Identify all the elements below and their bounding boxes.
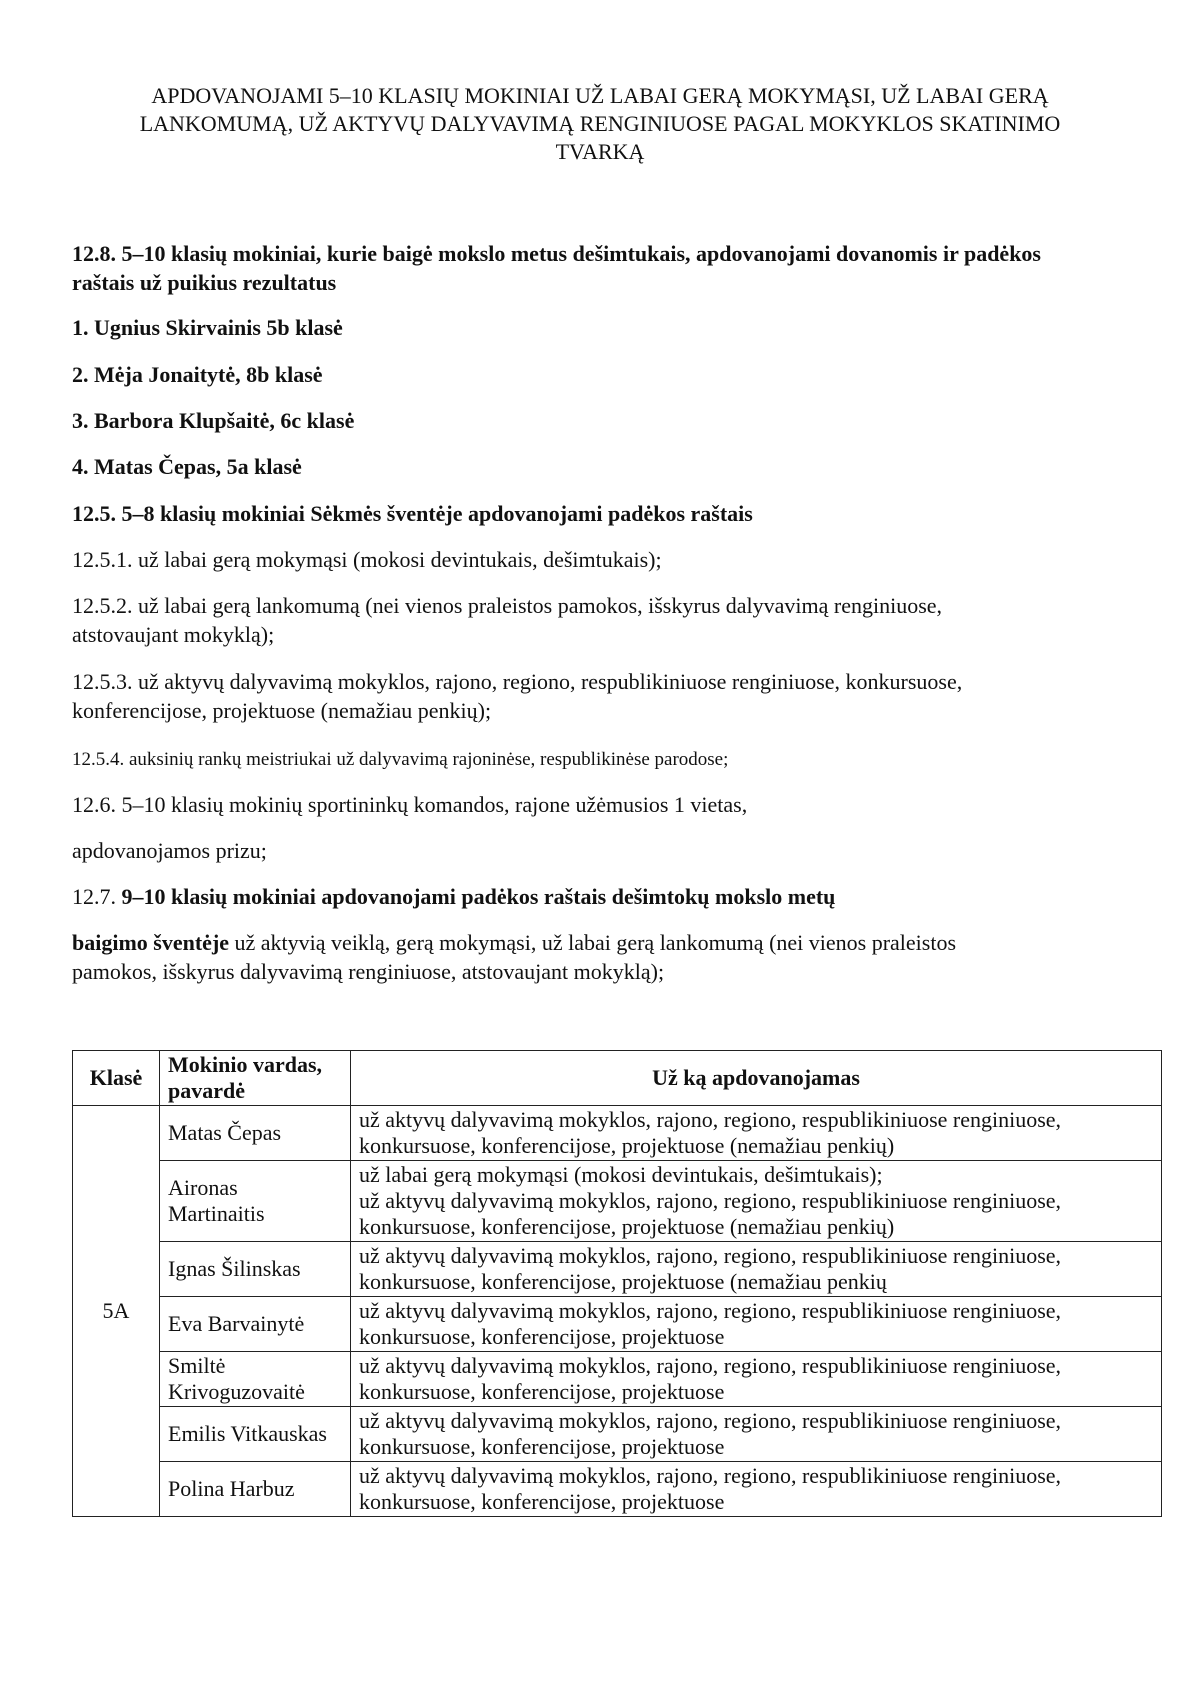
paragraph-12-7-cont — [72, 928, 1142, 986]
student-name-line: Polina Harbuz — [168, 1476, 295, 1501]
student-name-cell — [160, 1297, 351, 1352]
student-name-cell — [160, 1462, 351, 1517]
student-name-cell — [160, 1161, 351, 1242]
award-reason-line: už labai gerą mokymąsi (mokosi devintukais, dešimtukais); — [359, 1162, 883, 1187]
student-name-line: Martinaitis — [168, 1201, 265, 1226]
award-reason-line: konkursuose, konferencijose, projektuose — [359, 1434, 725, 1459]
paragraph-line: 12.5.3. už aktyvų dalyvavimą mokyklos, rajono, regiono, respublikiniuose renginiuose, konkursuose, — [72, 669, 963, 694]
award-reason-cell — [351, 1161, 1162, 1242]
heading-line: 12.8. 5–10 klasių mokiniai, kurie baigė mokslo metus dešimtukais, apdovanojami dovanomis ir padėkos — [72, 241, 1041, 266]
paragraph-line: konferencijose, projektuose (nemažiau penkių); — [72, 698, 492, 723]
student-name-cell — [160, 1407, 351, 1462]
header-name — [160, 1051, 351, 1106]
header-line: Mokinio vardas, — [168, 1052, 323, 1077]
award-reason-cell — [351, 1297, 1162, 1352]
paragraph-12-6: 12.6. 5–10 klasių mokinių sportininkų komandos, rajone užėmusios 1 vietas, — [72, 792, 748, 817]
award-reason-line: konkursuose, konferencijose, projektuose (nemažiau penkių) — [359, 1214, 895, 1239]
student-name-cell — [160, 1106, 351, 1161]
table-row — [73, 1297, 1162, 1352]
bold-text: 9–10 klasių mokiniai apdovanojami padėkos raštais dešimtokų mokslo metų — [121, 884, 836, 909]
honor-list-item: 2. Mėja Jonaitytė, 8b klasė — [72, 362, 323, 387]
paragraph-number: 12.7. — [72, 884, 122, 909]
table-row — [73, 1352, 1162, 1407]
award-reason-line: už aktyvų dalyvavimą mokyklos, rajono, regiono, respublikiniuose renginiuose, — [359, 1463, 1062, 1488]
award-reason-cell — [351, 1106, 1162, 1161]
paragraph-12-6-cont: apdovanojamos prizu; — [72, 838, 267, 863]
paragraph-line: 12.5.2. už labai gerą lankomumą (nei vienos praleistos pamokos, išskyrus dalyvavimą renginiuose, — [72, 593, 943, 618]
student-name-line: Smiltė — [168, 1353, 226, 1378]
award-reason-cell — [351, 1352, 1162, 1407]
table-row — [73, 1462, 1162, 1517]
award-reason-line: konkursuose, konferencijose, projektuose — [359, 1324, 725, 1349]
award-reason-line: už aktyvų dalyvavimą mokyklos, rajono, regiono, respublikiniuose renginiuose, — [359, 1243, 1062, 1268]
table-row — [73, 1242, 1162, 1297]
bold-text: baigimo šventėje — [72, 930, 230, 955]
honor-list-item: 1. Ugnius Skirvainis 5b klasė — [72, 315, 343, 340]
title-line: LANKOMUMĄ, UŽ AKTYVŲ DALYVAVIMĄ RENGINIUOSE PAGAL MOKYKLOS SKATINIMO — [139, 111, 1061, 136]
awards-table — [72, 1050, 1162, 1517]
student-name-line: Krivoguzovaitė — [168, 1379, 305, 1404]
award-reason-cell — [351, 1462, 1162, 1517]
paragraph-12-5-2 — [72, 591, 1142, 649]
student-name-line: Eva Barvainytė — [168, 1311, 305, 1336]
table-row — [73, 1161, 1162, 1242]
paragraph-line: atstovaujant mokyklą); — [72, 622, 275, 647]
award-reason-line: už aktyvų dalyvavimą mokyklos, rajono, regiono, respublikiniuose renginiuose, — [359, 1107, 1062, 1132]
student-name-cell — [160, 1242, 351, 1297]
award-reason-line: už aktyvų dalyvavimą mokyklos, rajono, regiono, respublikiniuose renginiuose, — [359, 1353, 1062, 1378]
paragraph-12-5-3 — [72, 667, 1142, 725]
header-class: Klasė — [73, 1051, 160, 1106]
title-line: TVARKĄ — [555, 139, 645, 164]
award-reason-line: konkursuose, konferencijose, projektuose — [359, 1379, 725, 1404]
student-name-line: Aironas — [168, 1175, 238, 1200]
section-12-8-heading — [72, 239, 1142, 297]
award-reason-cell — [351, 1407, 1162, 1462]
honor-list-item: 4. Matas Čepas, 5a klasė — [72, 454, 302, 479]
document-title — [80, 82, 1120, 166]
student-name-line: Ignas Šilinskas — [168, 1256, 301, 1281]
title-line: APDOVANOJAMI 5–10 KLASIŲ MOKINIAI UŽ LABAI GERĄ MOKYMĄSI, UŽ LABAI GERĄ — [151, 83, 1049, 108]
paragraph-12-7 — [72, 882, 1142, 911]
award-reason-line: už aktyvų dalyvavimą mokyklos, rajono, regiono, respublikiniuose renginiuose, — [359, 1408, 1062, 1433]
table-row — [73, 1106, 1162, 1161]
award-reason-line: konkursuose, konferencijose, projektuose (nemažiau penkių) — [359, 1133, 895, 1158]
class-cell: 5A — [73, 1106, 160, 1517]
paragraph-text: 12.5.4. auksinių rankų meistriukai už dalyvavimą rajoninėse, respublikinėse parodose; — [72, 749, 729, 770]
paragraph-line: pamokos, išskyrus dalyvavimą renginiuose, atstovaujant mokyklą); — [72, 959, 665, 984]
award-reason-line: konkursuose, konferencijose, projektuose — [359, 1489, 725, 1514]
table-body — [73, 1106, 1162, 1517]
paragraph-12-5-1: 12.5.1. už labai gerą mokymąsi (mokosi devintukais, dešimtukais); — [72, 547, 662, 572]
paragraph-text: už aktyvią veiklą, gerą mokymąsi, už labai gerą lankomumą (nei vienos praleistos — [229, 930, 957, 955]
honor-list-item: 3. Barbora Klupšaitė, 6c klasė — [72, 408, 355, 433]
section-12-5-heading: 12.5. 5–8 klasių mokiniai Sėkmės šventėje apdovanojami padėkos raštais — [72, 501, 753, 526]
paragraph-12-5-4 — [72, 743, 1142, 774]
award-reason-cell — [351, 1242, 1162, 1297]
header-line: pavardė — [168, 1078, 245, 1103]
student-name-cell — [160, 1352, 351, 1407]
student-name-line: Matas Čepas — [168, 1120, 282, 1145]
award-reason-line: konkursuose, konferencijose, projektuose (nemažiau penkių — [359, 1269, 887, 1294]
student-name-line: Emilis Vitkauskas — [168, 1421, 327, 1446]
table-header-row — [73, 1051, 1162, 1106]
table-row — [73, 1407, 1162, 1462]
heading-line: raštais už puikius rezultatus — [72, 270, 337, 295]
award-reason-line: už aktyvų dalyvavimą mokyklos, rajono, regiono, respublikiniuose renginiuose, — [359, 1298, 1062, 1323]
award-reason-line: už aktyvų dalyvavimą mokyklos, rajono, regiono, respublikiniuose renginiuose, — [359, 1188, 1062, 1213]
header-reason: Už ką apdovanojamas — [351, 1051, 1162, 1106]
